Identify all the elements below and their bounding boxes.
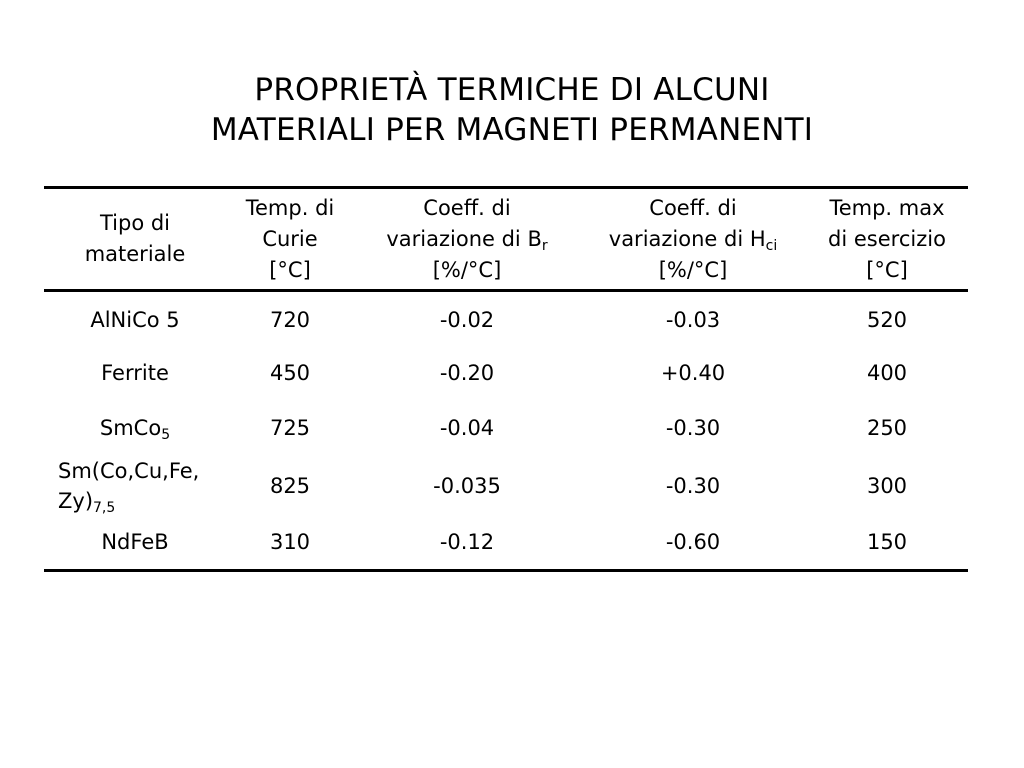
cell-curie: 725	[269, 416, 311, 440]
table-row	[44, 401, 968, 456]
cell-br: -0.04	[439, 416, 495, 440]
cell-material: NdFeB	[44, 516, 226, 571]
cell-br: -0.02	[439, 307, 495, 332]
table-row	[44, 456, 968, 516]
material-name-line-1: Sm(Co,Cu,Fe,	[58, 458, 200, 483]
header-unit: [%/°C]	[658, 257, 728, 282]
cell-hci: -0.30	[665, 416, 721, 440]
cell-material	[44, 401, 226, 456]
cell-tmax: 150	[806, 516, 968, 571]
header-text: variazione di H	[608, 226, 766, 251]
table-row	[44, 291, 968, 346]
material-name-line-2: Zy)	[58, 488, 94, 513]
cell-hci: -0.60	[580, 516, 806, 571]
header-text: materiale	[84, 242, 186, 266]
cell-curie: 720	[269, 307, 311, 332]
header-text: di esercizio	[828, 226, 946, 251]
header-material-type	[44, 188, 226, 291]
table-row	[44, 516, 968, 571]
cell-curie: 310	[226, 516, 354, 571]
cell-tmax: 300	[866, 473, 908, 498]
cell-curie: 450	[269, 361, 311, 385]
cell-br: -0.035	[433, 473, 501, 498]
cell-hci: +0.40	[660, 361, 726, 385]
header-text: variazione di B	[386, 226, 542, 251]
header-text: Tipo di	[99, 211, 171, 235]
header-text: Curie	[262, 226, 318, 251]
header-unit: [°C]	[269, 257, 311, 282]
header-subscript: ci	[765, 237, 778, 254]
cell-curie: 825	[269, 473, 311, 498]
material-subscript: 5	[161, 427, 171, 443]
header-text: Temp. di	[245, 195, 335, 220]
cell-br: -0.12	[354, 516, 580, 571]
header-max-operating-temp	[806, 188, 968, 291]
header-text: Coeff. di	[649, 195, 737, 220]
cell-tmax: 250	[866, 416, 908, 440]
cell-material	[44, 456, 226, 516]
title-line-2: MATERIALI PER MAGNETI PERMANENTI	[210, 112, 814, 148]
cell-material: AlNiCo 5	[90, 307, 180, 332]
cell-tmax: 400	[866, 361, 908, 385]
properties-table	[44, 186, 968, 572]
cell-hci: -0.03	[665, 307, 721, 332]
material-name: SmCo	[99, 416, 162, 440]
title-line-1: PROPRIETÀ TERMICHE DI ALCUNI	[254, 72, 770, 108]
material-subscript: 7,5	[93, 499, 116, 516]
cell-material: Ferrite	[101, 361, 169, 385]
header-curie-temp	[226, 188, 354, 291]
header-unit: [°C]	[866, 257, 908, 282]
table-header-row	[44, 188, 968, 291]
cell-hci: -0.30	[665, 473, 721, 498]
slide-title	[0, 70, 1024, 150]
header-hci-coeff	[580, 188, 806, 291]
header-subscript: r	[541, 237, 548, 254]
header-text: Coeff. di	[423, 195, 511, 220]
cell-tmax: 520	[866, 307, 908, 332]
header-text: Temp. max	[829, 195, 945, 220]
header-br-coeff	[354, 188, 580, 291]
header-unit: [%/°C]	[432, 257, 502, 282]
cell-br: -0.20	[439, 361, 495, 385]
table-row	[44, 346, 968, 401]
